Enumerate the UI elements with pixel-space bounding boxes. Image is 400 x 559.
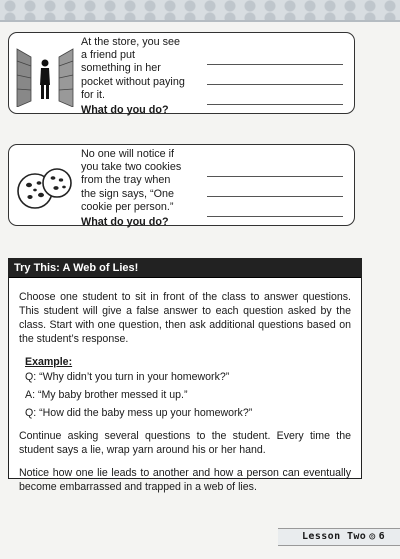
lesson-label: Lesson Two (302, 531, 367, 542)
cookies-icon (15, 153, 75, 219)
scenario-text (81, 148, 185, 229)
page-number: 6 (378, 531, 386, 542)
activity-box (8, 258, 362, 493)
answer-lines[interactable] (207, 45, 343, 105)
answer-line[interactable] (207, 157, 343, 177)
activity-paragraph: Continue asking several questions to the student. Every time the student says a lie, wrap yarn around his or her hand. (19, 430, 351, 456)
decorative-top-border (0, 0, 400, 22)
answer-line[interactable] (207, 177, 343, 197)
example-line: Q: “How did the baby mess up your homework?” (25, 407, 253, 419)
answer-line[interactable] (207, 197, 343, 217)
scenario-question: What do you do? (81, 104, 169, 117)
store-shelves-person-icon (15, 41, 75, 107)
activity-body (9, 278, 361, 494)
answer-line[interactable] (207, 65, 343, 85)
activity-intro: Choose one student to sit in front of the class to answer questions. This student will give a false answer to each question asked by the class. Start with one question, then ask additional questions based on the student’s response. (19, 291, 351, 345)
example-line: Q: “Why didn’t you turn in your homework?” (25, 371, 230, 383)
scenario-text (81, 36, 185, 117)
activity-paragraph: Notice how one lie leads to another and how a person can eventually become embarrassed and trapped in a web of lies. (19, 467, 351, 493)
answer-line[interactable] (207, 45, 343, 65)
scenario-description: No one will notice if you take two cookies from the tray when the sign says, “One cookie per person.” (81, 148, 182, 213)
activity-title: Try This: A Web of Lies! (9, 259, 361, 278)
scenario-description: At the store, you see a friend put something in her pocket without paying for it. (81, 36, 185, 101)
page-footer (278, 528, 400, 546)
separator-icon: ◎ (369, 531, 376, 542)
scenario-card-cookies (8, 144, 355, 229)
answer-line[interactable] (207, 85, 343, 105)
scenario-card-store (8, 32, 355, 117)
scenario-question: What do you do? (81, 216, 169, 229)
example-title: Example: (25, 356, 73, 368)
answer-lines[interactable] (207, 157, 343, 217)
example-line: A: “My baby brother messed it up.” (25, 389, 188, 401)
